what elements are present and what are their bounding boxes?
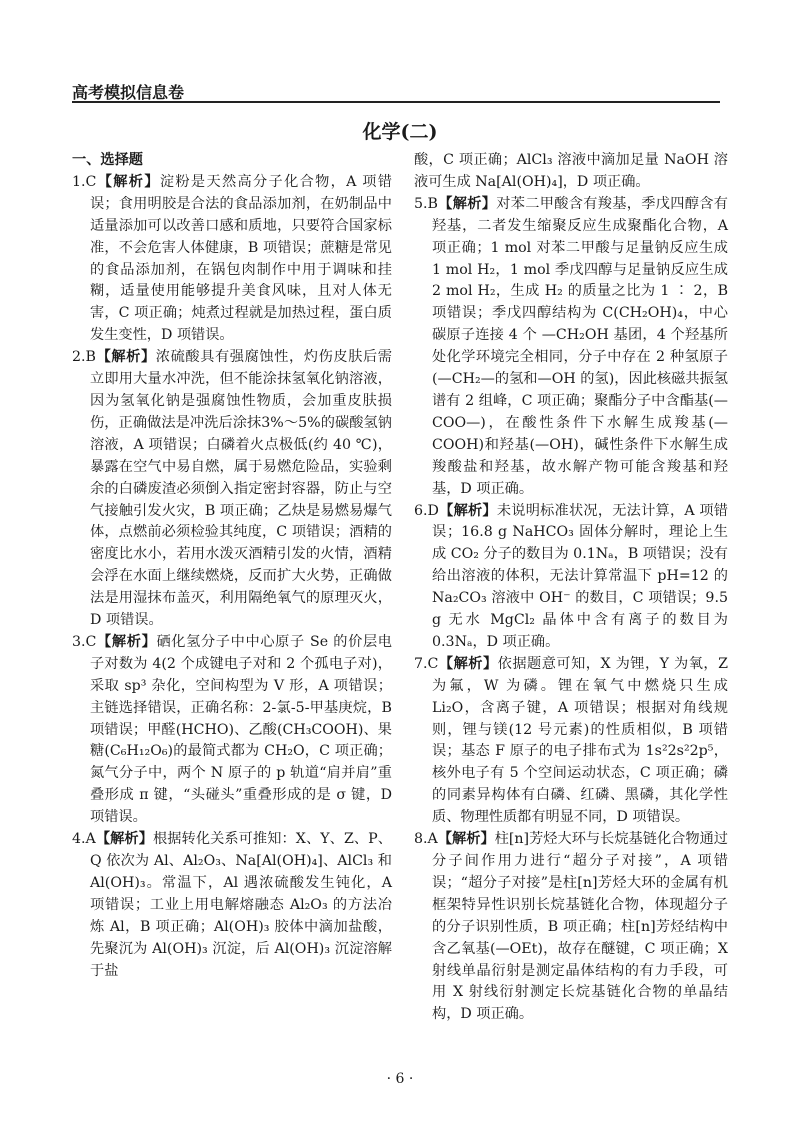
analysis-tag: 【解析】	[438, 502, 497, 519]
item-text: 依据题意可知，X 为锂，Y 为氧，Z 为氟，W 为磷。锂在氧气中燃烧只生成 Li₂O，含离子键，A 项错误；根据对角线规则，锂与镁(12 号元素)的性质相似，B 项错误；基态 F 原子的电子排布式为 1s²2s²2p⁵，核外电子有 5 个空间运动状态，C 项正确；磷的同素异构体有白磷、红磷、黑磷，其化学性质、物理性质都有明显不同，D 项错误。	[432, 655, 728, 826]
answer-item-6	[414, 501, 728, 654]
analysis-tag: 【解析】	[437, 195, 497, 212]
answer-item-4	[72, 829, 392, 982]
left-column	[72, 150, 392, 982]
header-rule	[72, 101, 720, 103]
item-text: 淀粉是天然高分子化合物，A 项错误；食用明胶是合法的食品添加剂，在奶制品中适量添加可以改善口感和质地，只要符合国家标准，不会危害人体健康，B 项错误；蔗糖是常见的食品添加剂，在锅包肉制作中用于调味和挂糊，适量使用能够提升美食风味，且对人体无害，C 项正确；炖煮过程就是加热过程，蛋白质发生变性，D 项错误。	[90, 173, 392, 344]
analysis-tag: 【解析】	[95, 831, 153, 848]
running-header: 高考模拟信息卷	[72, 83, 185, 102]
item-number: 2.B	[72, 349, 96, 366]
item-number: 4.A	[72, 831, 96, 848]
item-text: 未说明标准状况，无法计算，A 项错误；16.8 g NaHCO₃ 固体分解时，理论上生成 CO₂ 分子的数目为 0.1Nₐ，B 项错误；没有给出溶液的体积，无法计算常温下 pH=12 的 Na₂CO₃ 溶液中 OH⁻ 的数目，C 项错误；9.5 g 无水 MgCl₂ 晶体中含有离子的数目为 0.3Nₐ，D 项正确。	[432, 502, 728, 650]
answer-item-5	[414, 194, 728, 501]
item-text: 根据转化关系可推知：X、Y、Z、P、Q 依次为 Al、Al₂O₃、Na[Al(OH)₄]、AlCl₃ 和 Al(OH)₃。常温下，Al 遇浓硫酸发生钝化，A 项错误；工业上用电解熔融态 Al₂O₃ 的方法冶炼 Al，B 项正确；Al(OH)₃ 胶体中滴加盐酸，先聚沉为 Al(OH)₃ 沉淀，后 Al(OH)₃ 沉淀溶解于盐	[90, 831, 392, 979]
answer-item-2	[72, 347, 392, 632]
answer-item-8	[414, 829, 728, 1026]
item-number: 5.B	[414, 195, 438, 212]
item-number: 1.C	[72, 173, 97, 190]
analysis-tag: 【解析】	[437, 831, 495, 848]
page-title: 化学(二)	[362, 121, 438, 143]
answer-item-7	[414, 654, 728, 829]
section-heading: 一、选择题	[72, 152, 143, 168]
analysis-tag: 【解析】	[95, 349, 156, 366]
item-text: 柱[n]芳烃大环与长烷基链化合物通过分子间作用力进行“超分子对接”，A 项错误；“超分子对接”是柱[n]芳烃大环的金属有机框架特异性识别长烷基链化合物，体现超分子的分子识别性质，B 项正确；柱[n]芳烃结构中含乙氧基(—OEt)，故存在醚键，C 项正确；X 射线单晶衍射是测定晶体结构的有力手段，可用 X 射线衍射测定长烷基链化合物的单晶结构，D 项正确。	[432, 831, 728, 1023]
item-number: 8.A	[414, 831, 438, 848]
continuation-text: 酸，C 项正确；AlCl₃ 溶液中滴加足量 NaOH 溶液可生成 Na[Al(OH)₄]，D 项正确。	[414, 152, 728, 190]
item-text: 硒化氢分子中中心原子 Se 的价层电子对数为 4(2 个成键电子对和 2 个孤电子对)，采取 sp³ 杂化，空间构型为 V 形，A 项错误；主链选择错误，正确名称：2-氯-5-甲基庚烷，B 项错误；甲醛(HCHO)、乙酸(CH₃COOH)、果糖(C₆H₁₂O₆)的最简式都为 CH₂O，C 项正确；氮气分子中，两个 N 原子的 p 轨道“肩并肩”重叠形成 π 键，“头碰头”重叠形成的是 σ 键，D 项错误。	[90, 633, 392, 826]
item-number: 6.D	[414, 502, 439, 519]
analysis-tag: 【解析】	[96, 633, 157, 650]
item-number: 3.C	[72, 633, 97, 650]
item-text: 浓硫酸具有强腐蚀性，灼伤皮肤后需立即用大量水冲洗，但不能涂抹氢氧化钠溶液，因为氢氧化钠是强腐蚀性物质，会加重皮肤损伤，正确做法是冲洗后涂抹3%～5%的碳酸氢钠溶液，A 项错误；白磷着火点极低(约 40 ℃)，暴露在空气中易自燃，属于易燃危险品，实验剩余的白磷废渣必须倒入指定密封容器，防止与空气接触引发火灾，B 项正确；乙炔是易燃易爆气体，点燃前必须检验其纯度，C 项错误；酒精的密度比水小，若用水泼灭酒精引发的火情，酒精会浮在水面上继续燃烧，反而扩大火势，正确做法是用湿抹布盖灭，利用隔绝氧气的原理灭火，D 项错误。	[90, 349, 392, 629]
analysis-tag: 【解析】	[438, 655, 498, 672]
answer-item-1	[72, 172, 392, 347]
item-number: 7.C	[414, 655, 439, 672]
answer-item-3	[72, 632, 392, 829]
page-number: · 6 ·	[386, 1071, 414, 1087]
item-text: 对苯二甲酸含有羧基，季戊四醇含有羟基，二者发生缩聚反应生成聚酯化合物，A 项正确；1 mol 对苯二甲酸与足量钠反应生成 1 mol H₂，1 mol 季戊四醇与足量钠反应生成 2 mol H₂，生成 H₂ 的质量之比为 1 ∶ 2，B 项错误；季戊四醇结构为 C(CH₂OH)₄，中心碳原子连接 4 个 —CH₂OH 基团，4 个羟基所处化学环境完全相同，分子中存在 2 种氢原子(—CH₂—的氢和—OH 的氢)，因此核磁共振氢谱有 2 组峰，C 项正确；聚酯分子中含酯基(—COO—)，在酸性条件下水解生成羧基(—COOH)和羟基(—OH)，碱性条件下水解生成羧酸盐和羟基，故水解产物可能含羧基和羟基，D 项正确。	[432, 195, 728, 497]
analysis-tag: 【解析】	[96, 173, 160, 190]
right-column	[414, 150, 728, 1026]
